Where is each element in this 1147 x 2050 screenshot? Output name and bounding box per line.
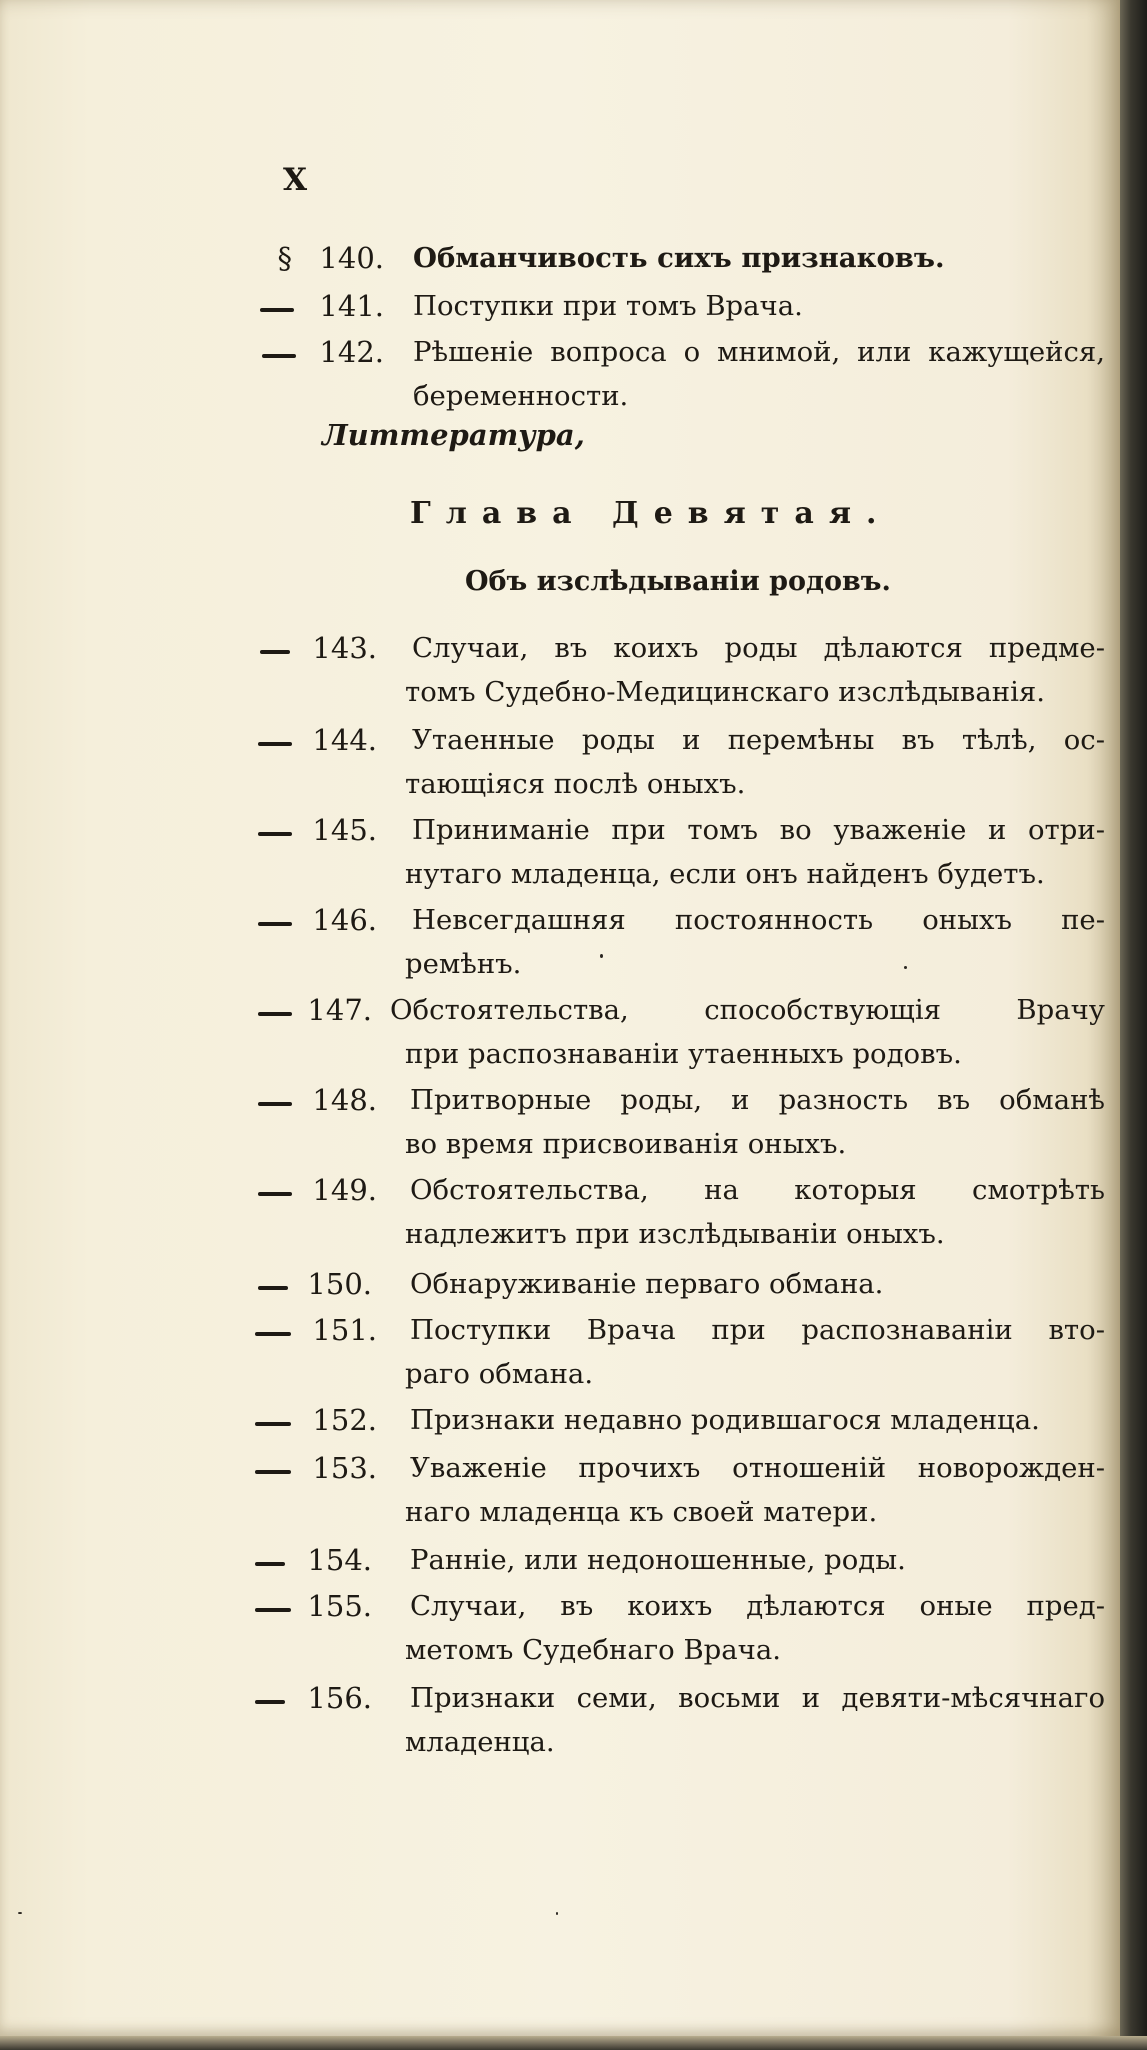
page-edge-shadow <box>1120 0 1147 2050</box>
literature-label: Литтература, <box>322 418 585 452</box>
entry-title-line-2: надлежитъ при изслѣдываніи оныхъ. <box>405 1218 945 1250</box>
entry-number: 142. <box>319 335 384 369</box>
dash-mark <box>255 1608 291 1612</box>
entry-number: 147. <box>307 993 372 1027</box>
entry-title-line-2: во время присвоиванія оныхъ. <box>405 1128 847 1160</box>
entry-number: 143. <box>312 631 377 665</box>
entry-title: Поступки при томъ Врача. <box>413 290 803 322</box>
toc-entry-145-cont <box>0 852 1147 896</box>
entry-title-line-2: при распознаваніи утаенныхъ родовъ. <box>405 1038 962 1070</box>
toc-entry-145 <box>0 808 1147 852</box>
dash-mark <box>255 1700 285 1704</box>
toc-entry-151-cont <box>0 1352 1147 1396</box>
entry-title-line-2: метомъ Судебнаго Врача. <box>405 1634 782 1666</box>
entry-number: 152. <box>312 1403 377 1437</box>
entry-title: Обманчивость сихъ признаковъ. <box>413 242 945 274</box>
toc-entry-148 <box>0 1078 1147 1122</box>
entry-title-line-2: нутаго младенца, если онъ найденъ будетъ. <box>405 858 1045 890</box>
dash-mark <box>258 742 292 746</box>
entry-number: 154. <box>307 1543 372 1577</box>
dash-mark <box>258 1012 292 1016</box>
paper-speck <box>600 954 603 958</box>
entry-title-line-2: томъ Судебно-Медицинскаго изслѣдыванія. <box>405 676 1045 708</box>
dash-mark <box>255 1332 291 1336</box>
page-folio: X <box>283 162 309 198</box>
dash-mark <box>260 308 294 312</box>
page-bottom-edge <box>0 2036 1147 2050</box>
chapter-title: Глава Девятая. <box>410 496 892 531</box>
entry-title-line-2: ремѣнъ. <box>405 948 522 980</box>
entry-number: 141. <box>319 289 384 323</box>
dash-mark <box>258 1192 292 1196</box>
toc-entry-152 <box>0 1398 1147 1442</box>
toc-entry-155 <box>0 1584 1147 1628</box>
toc-entry-142-cont <box>0 374 1147 418</box>
dash-mark <box>260 650 290 654</box>
entry-title-line-2: беременности. <box>413 380 629 412</box>
entry-title-line-2: раго обмана. <box>405 1358 594 1390</box>
dash-mark <box>258 1102 292 1106</box>
toc-entry-147 <box>0 988 1147 1032</box>
entry-title-line-1: Притворные роды, и разность въ обманѣ <box>410 1084 1105 1116</box>
entry-title-line-1: Утаенные роды и перемѣны въ тѣлѣ, ос- <box>412 724 1105 756</box>
paper-speck <box>904 966 907 969</box>
entry-number: 150. <box>307 1267 372 1301</box>
dash-mark <box>258 922 292 926</box>
toc-entry-140 <box>0 236 1147 280</box>
toc-entry-153-cont <box>0 1490 1147 1534</box>
toc-entry-149 <box>0 1168 1147 1212</box>
toc-entry-142 <box>0 330 1147 374</box>
entry-title-line-1: Рѣшеніе вопроса о мнимой, или кажущейся, <box>413 336 1105 368</box>
entry-title-line-1: Приниманіе при томъ во уваженіе и отри- <box>412 814 1105 846</box>
entry-number: 156. <box>307 1681 372 1715</box>
chapter-subtitle: Объ изслѣдываніи родовъ. <box>465 566 891 597</box>
dash-mark <box>258 1286 288 1290</box>
paper-speck <box>556 1912 558 1915</box>
entry-title-line-1: Признаки семи, восьми и девяти-мѣсячнаго <box>410 1682 1105 1714</box>
entry-number: 151. <box>312 1313 377 1347</box>
dash-mark <box>255 1470 291 1474</box>
entry-title-line-1: Случаи, въ коихъ роды дѣлаются предме- <box>412 632 1105 664</box>
toc-entry-151 <box>0 1308 1147 1352</box>
entry-number: 144. <box>312 723 377 757</box>
toc-entry-155-cont <box>0 1628 1147 1672</box>
toc-entry-143 <box>0 626 1147 670</box>
entry-title: Ранніе, или недоношенные, роды. <box>410 1544 906 1576</box>
section-sign: § <box>277 241 292 275</box>
entry-title: Признаки недавно родившагося младенца. <box>410 1404 1040 1436</box>
toc-entry-146 <box>0 898 1147 942</box>
entry-number: 153. <box>312 1451 377 1485</box>
entry-number: 149. <box>312 1173 377 1207</box>
entry-title-line-1: Невсегдашняя постоянность оныхъ пе- <box>412 904 1105 936</box>
toc-entry-147-cont <box>0 1032 1147 1076</box>
entry-number: 146. <box>312 903 377 937</box>
toc-entry-143-cont <box>0 670 1147 714</box>
entry-number: 155. <box>307 1589 372 1623</box>
toc-entry-156 <box>0 1676 1147 1720</box>
entry-title-line-1: Случаи, въ коихъ дѣлаются оные пред- <box>410 1590 1105 1622</box>
toc-entry-144 <box>0 718 1147 762</box>
entry-number: 148. <box>312 1083 377 1117</box>
entry-title-line-2: наго младенца къ своей матери. <box>405 1496 878 1528</box>
toc-entry-149-cont <box>0 1212 1147 1256</box>
entry-number: 145. <box>312 813 377 847</box>
entry-number: 140. <box>319 241 384 275</box>
toc-entry-146-cont <box>0 942 1147 986</box>
entry-title-line-1: Поступки Врача при распознаваніи вто- <box>410 1314 1105 1346</box>
toc-entry-141 <box>0 284 1147 328</box>
entry-title-line-2: тающіяся послѣ оныхъ. <box>405 768 746 800</box>
toc-entry-153 <box>0 1446 1147 1490</box>
dash-mark <box>258 832 292 836</box>
entry-title-line-1: Обстоятельства, на которыя смотрѣть <box>410 1174 1105 1206</box>
dash-mark <box>255 1562 285 1566</box>
toc-entry-144-cont <box>0 762 1147 806</box>
dash-mark <box>255 1422 291 1426</box>
toc-entry-150 <box>0 1262 1147 1306</box>
toc-entry-154 <box>0 1538 1147 1582</box>
entry-title-line-1: Уваженіе прочихъ отношеній новорожден- <box>410 1452 1105 1484</box>
entry-title-line-1: Обстоятельства, способствующія Врачу <box>390 994 1105 1026</box>
dash-mark <box>262 354 296 358</box>
entry-title-line-2: младенца. <box>405 1726 555 1758</box>
paper-speck <box>18 1912 22 1914</box>
entry-title: Обнаруживаніе перваго обмана. <box>410 1268 884 1300</box>
toc-entry-148-cont <box>0 1122 1147 1166</box>
toc-entry-156-cont <box>0 1720 1147 1764</box>
